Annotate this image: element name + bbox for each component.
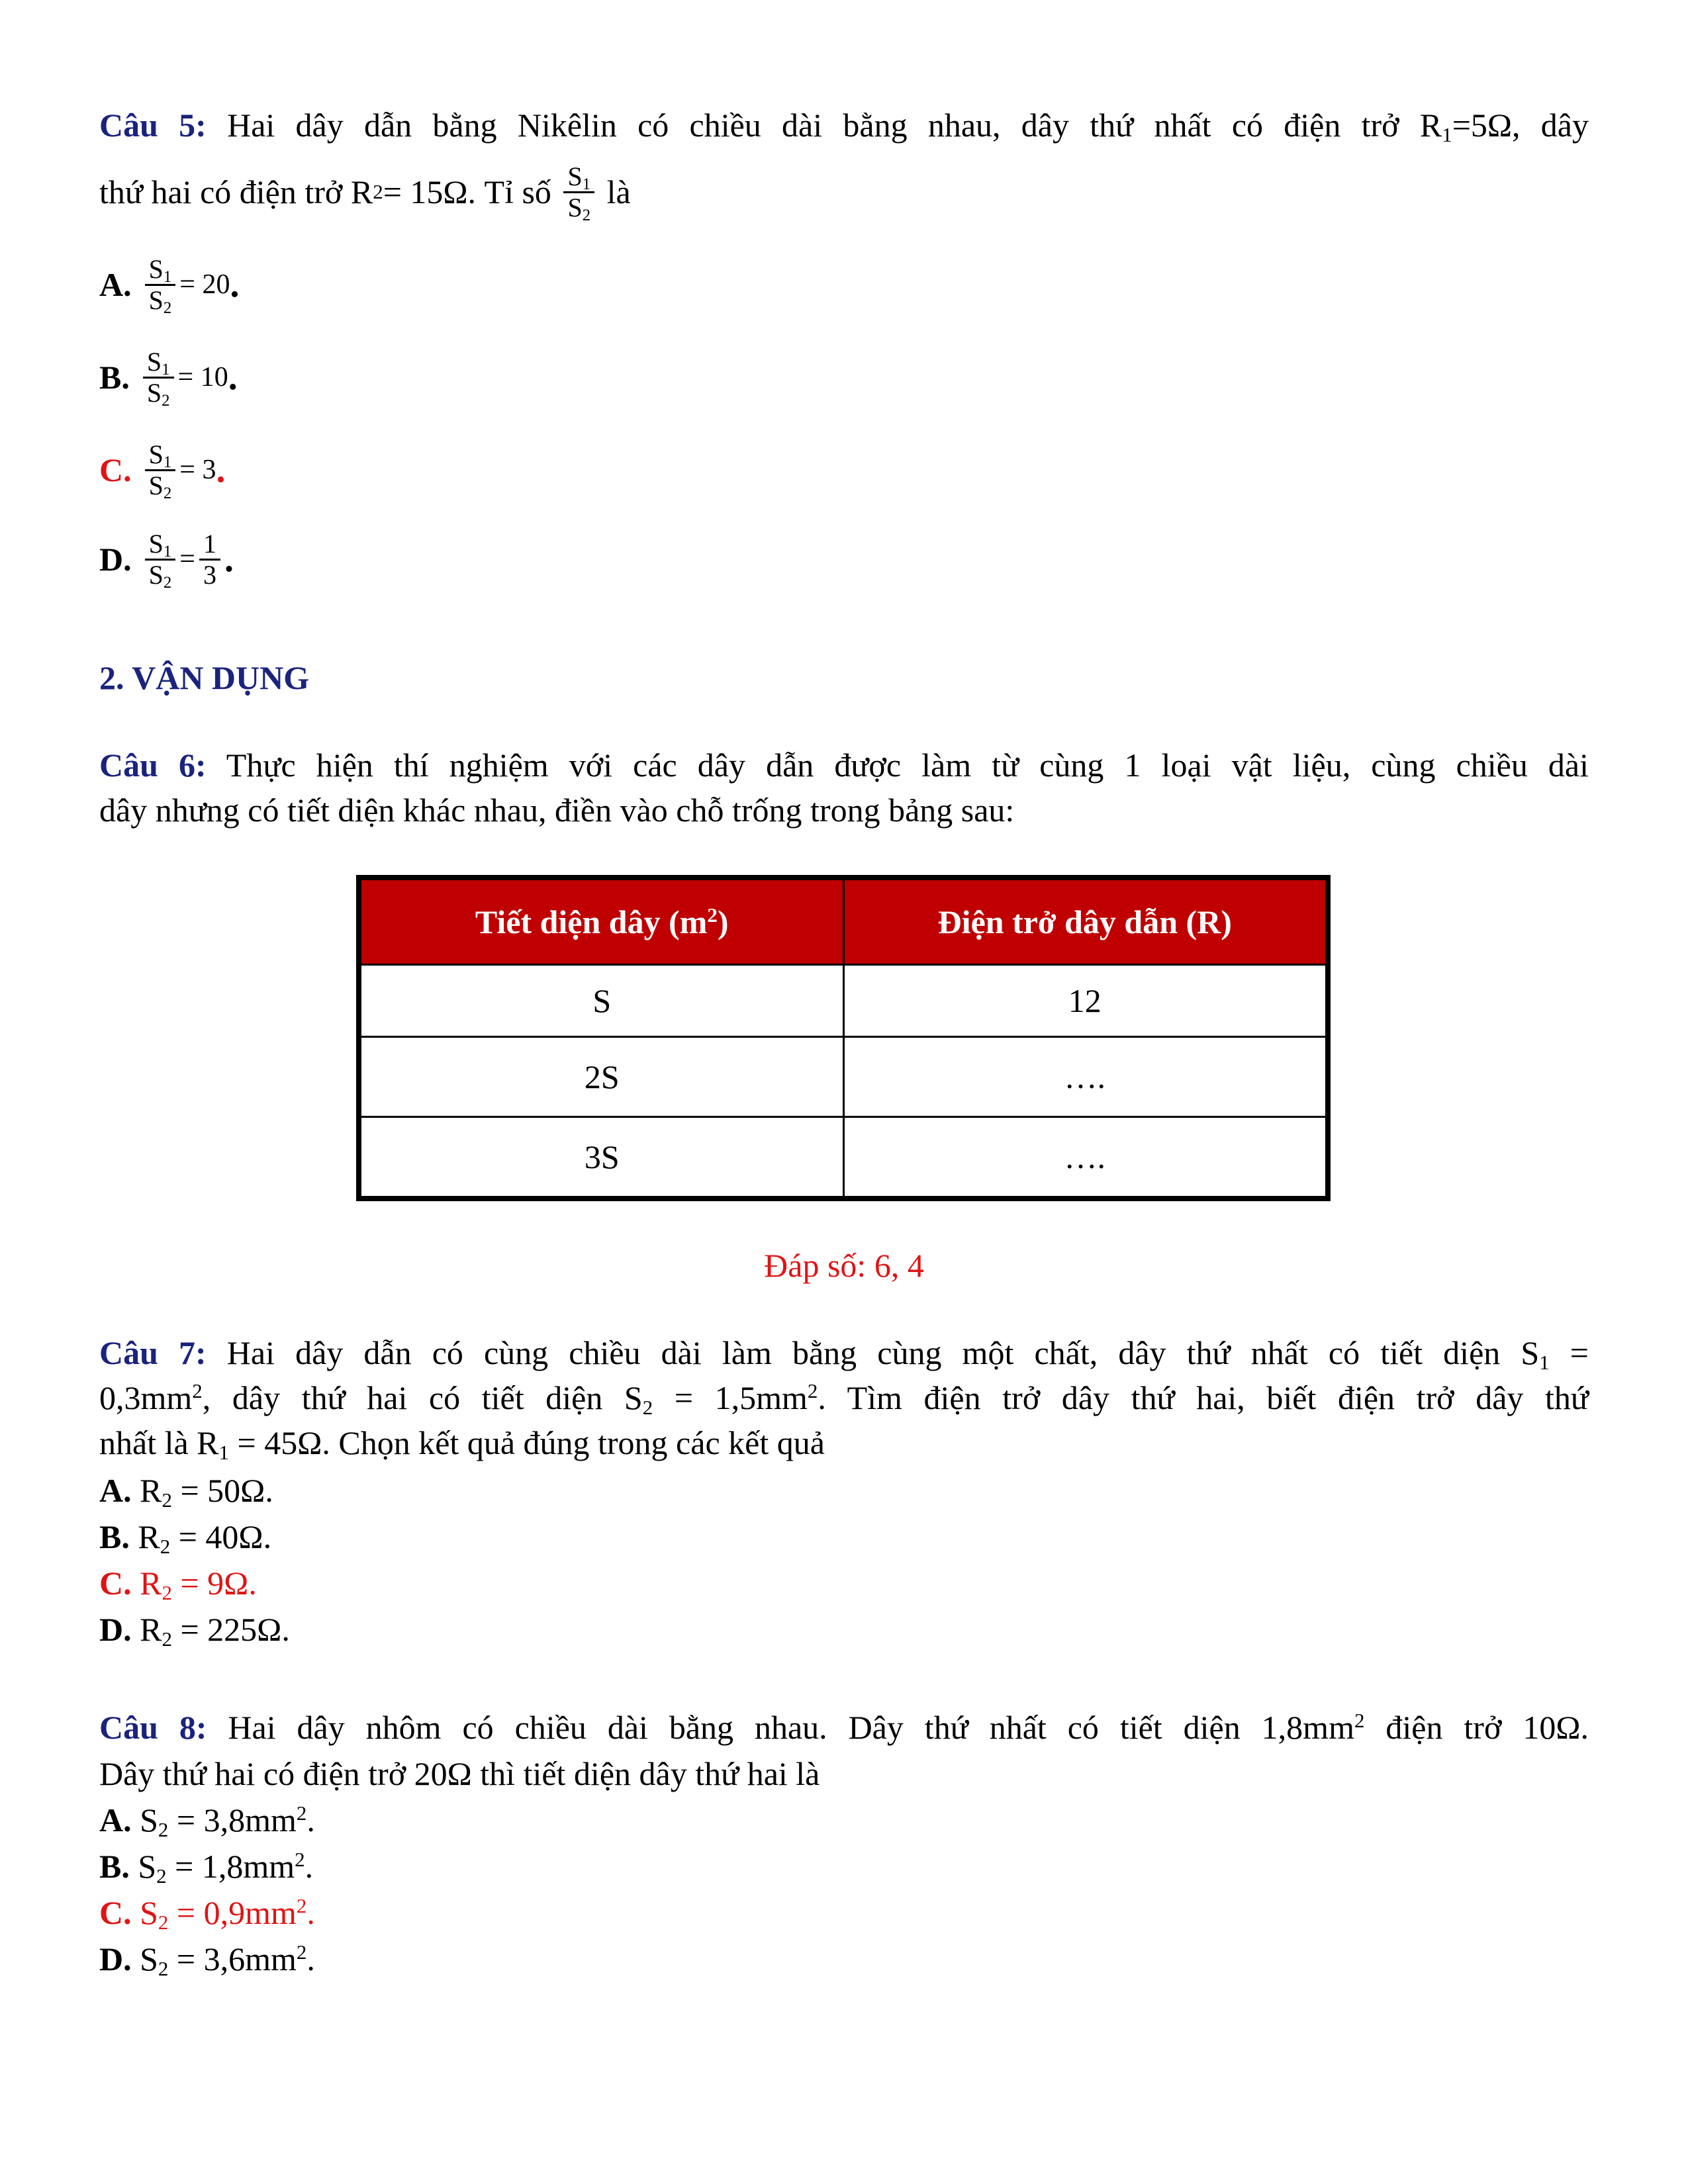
q5-label: Câu 5:: [99, 107, 207, 144]
table-header-section: Tiết diện dây $(m^2)$: [359, 878, 843, 965]
q8-option-c[interactable]: C. $S_2 = 0,9mm^2$.: [99, 1893, 315, 1934]
q8-option-b[interactable]: B. $S_2 = 1,8mm^2$.: [99, 1847, 314, 1888]
table-row: 2S ….: [359, 1037, 1328, 1117]
table-row: 3S ….: [359, 1117, 1328, 1199]
q7-line-3: nhất là $R_1 = 45\Omega$. Chọn kết quả đúng trong các kết quả: [99, 1424, 825, 1464]
q7-option-b[interactable]: B. $R_2 = 40\Omega$.: [99, 1518, 272, 1558]
q8-option-d[interactable]: D. $S_2 = 3,6mm^2$.: [99, 1940, 315, 1980]
q8-option-a[interactable]: A. $S_2 = 3,8mm^2$.: [99, 1801, 315, 1841]
table-row: S 12: [359, 965, 1328, 1037]
q7-line-2: $0,3mm^2$, dây thứ hai có tiết diện $S_2 = 1,5mm^2$. Tìm điện trở dây thứ hai, biết điện trở dây thứ: [99, 1379, 1589, 1419]
q7-line-1: Câu 7: Hai dây dẫn có cùng chiều dài làm bằng cùng một chất, dây thứ nhất có tiết diện $S_1$ =: [99, 1334, 1589, 1374]
q5-ratio-fraction: $\frac{S_1}{S_2}$: [563, 162, 594, 222]
q7-label: Câu 7:: [99, 1334, 207, 1371]
q7-option-d[interactable]: D. $R_2 = 225\Omega$.: [99, 1611, 290, 1651]
q5-option-d[interactable]: D. $\frac{S_1}{S_2}$ = $\frac{1}{3}$ .: [99, 528, 234, 592]
q5-option-c[interactable]: C. $\frac{S_1}{S_2}$ = 3 .: [99, 439, 226, 502]
q6-answer: Đáp số: 6, 4: [764, 1247, 924, 1284]
q5-option-b[interactable]: B. $\frac{S_1}{S_2}$ = 10 .: [99, 346, 238, 410]
q5-option-a[interactable]: A. $\frac{S_1}{S_2}$ = 20 .: [99, 253, 240, 317]
section-heading: 2. VẬN DỤNG: [99, 659, 310, 696]
resistance-table: [356, 875, 1331, 1201]
q6-line-1: Câu 6: Thực hiện thí nghiệm với các dây dẫn được làm từ cùng 1 loại vật liệu, cùng chiều dài: [99, 747, 1589, 784]
q5-line-1: Câu 5: Hai dây dẫn bằng Nikêlin có chiều dài bằng nhau, dây thứ nhất có điện trở $R_1=5\Omega$, dây: [99, 107, 1589, 146]
q6-line-2: dây nhưng có tiết diện khác nhau, điền vào chỗ trống trong bảng sau:: [99, 792, 1015, 829]
q7-option-a[interactable]: A. $R_2 = 50\Omega$.: [99, 1472, 273, 1512]
q6-label: Câu 6:: [99, 747, 207, 784]
table-header-resistance: Điện trở dây dẫn (R): [843, 878, 1328, 965]
q5-line-2: thứ hai có điện trở R 2 = 15Ω. Tỉ số $\frac{S_1}{S_2}$ là: [99, 161, 631, 224]
q8-line-1: Câu 8: Hai dây nhôm có chiều dài bằng nhau. Dây thứ nhất có tiết diện $1,8mm^2$ điện trở 10Ω.: [99, 1708, 1589, 1746]
q8-line-2: Dây thứ hai có điện trở 20Ω thì tiết diện dây thứ hai là: [99, 1755, 820, 1792]
q8-label: Câu 8:: [99, 1709, 207, 1746]
q7-option-c[interactable]: C. $R_2 = 9\Omega$.: [99, 1565, 257, 1604]
